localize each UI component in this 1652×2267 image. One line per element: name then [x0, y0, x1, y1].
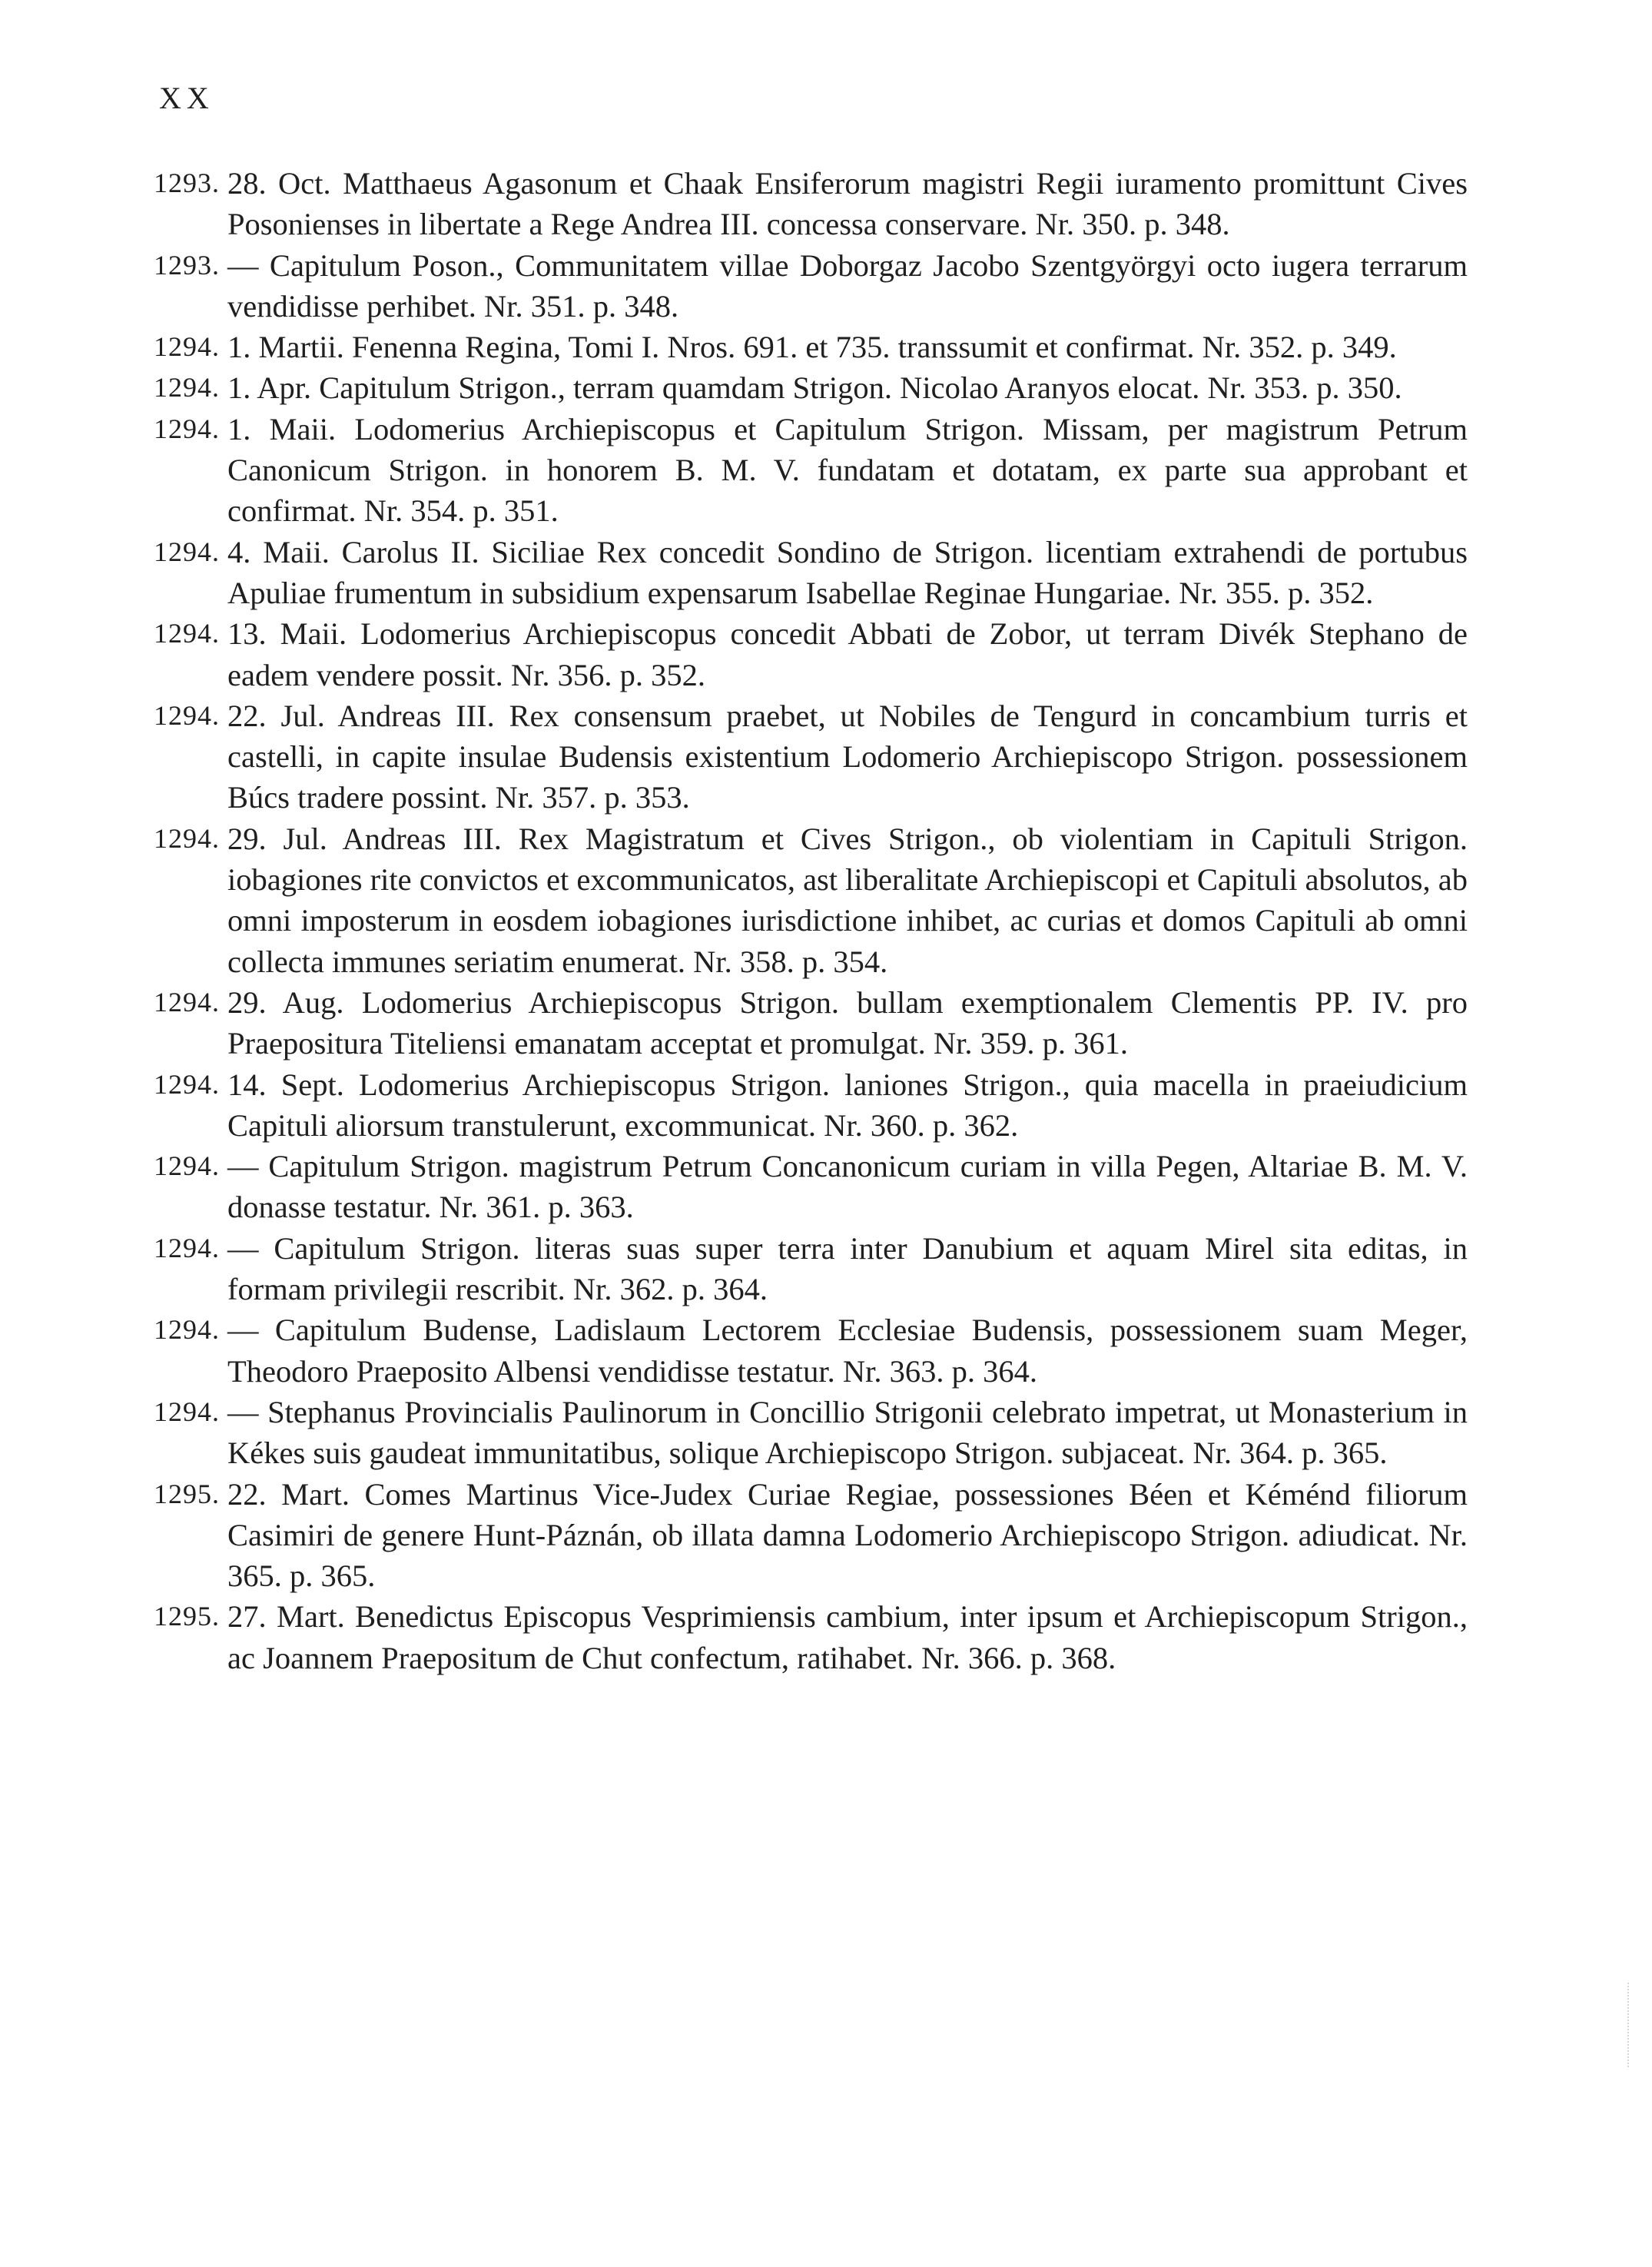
- entry-text: 14. Sept. Lodomerius Archiepiscopus Strigon. laniones Strigon., quia macella in praeiudicium Capituli aliorsum transtulerunt, excommunicat. Nr. 360. p. 362.: [227, 1067, 1468, 1143]
- regesta-entry: [154, 1146, 1468, 1228]
- entry-text: — Stephanus Provincialis Paulinorum in Concillio Strigonii celebrato impetrat, ut Monasterium in Kékes suis gaudeat immunitatibus, solique Archiepiscopo Strigon. subjaceat. Nr. 364. p. 365.: [227, 1394, 1468, 1471]
- entry-year: 1294.: [154, 1150, 220, 1182]
- entry-year: 1294.: [154, 822, 220, 854]
- regesta-entry: [154, 818, 1468, 982]
- entry-text: 1. Apr. Capitulum Strigon., terram quamdam Strigon. Nicolao Aranyos elocat. Nr. 353. p. 350.: [227, 370, 1402, 406]
- entry-text: 1. Maii. Lodomerius Archiepiscopus et Capitulum Strigon. Missam, per magistrum Petrum Canonicum Strigon. in honorem B. M. V. fundatam et dotatam, ex parte sua approbant et confirmat. Nr. 354. p. 351.: [227, 411, 1468, 529]
- entry-year: 1293.: [154, 168, 220, 198]
- entry-year: 1294.: [154, 1396, 220, 1427]
- regesta-entry: [154, 982, 1468, 1064]
- regesta-entry: [154, 1064, 1468, 1147]
- regesta-entry: [154, 1596, 1468, 1678]
- regesta-entry: [154, 532, 1468, 614]
- entry-year: 1294.: [154, 986, 220, 1017]
- regesta-entry: [154, 1392, 1468, 1474]
- regesta-entry: [154, 1474, 1468, 1597]
- entry-year: 1294.: [154, 618, 220, 649]
- regesta-entry: [154, 163, 1468, 245]
- entry-year: 1294.: [154, 536, 220, 567]
- entry-text: 13. Maii. Lodomerius Archiepiscopus concedit Abbati de Zobor, ut terram Divék Stephano de eadem vendere possit. Nr. 356. p. 352.: [227, 616, 1468, 692]
- regesta-entry: [154, 1228, 1468, 1310]
- entry-text: — Capitulum Strigon. magistrum Petrum Concanonicum curiam in villa Pegen, Altariae B. M. V. donasse testatur. Nr. 361. p. 363.: [227, 1149, 1468, 1225]
- entry-year: 1295.: [154, 1478, 220, 1509]
- entry-year: 1294.: [154, 413, 220, 444]
- entry-year: 1294.: [154, 699, 220, 731]
- entry-text: 4. Maii. Carolus II. Siciliae Rex concedit Sondino de Strigon. licentiam extrahendi de portubus Apuliae frumentum in subsidium expensarum Isabellae Reginae Hungariae. Nr. 355. p. 352.: [227, 534, 1468, 610]
- scan-margin-mark: [1627, 1983, 1630, 2067]
- regesta-entry: [154, 1309, 1468, 1392]
- entry-year: 1294.: [154, 1068, 220, 1100]
- entry-text: 27. Mart. Benedictus Episcopus Vesprimiensis cambium, inter ipsum et Archiepiscopum Strigon., ac Joannem Praepositum de Chut confectum, ratihabet. Nr. 366. p. 368.: [227, 1599, 1468, 1675]
- regesta-entry: [154, 367, 1468, 408]
- entry-year: 1294.: [154, 372, 220, 403]
- regesta-entry: [154, 245, 1468, 327]
- entry-text: 1. Martii. Fenenna Regina, Tomi I. Nros. 691. et 735. transsumit et confirmat. Nr. 352. p. 349.: [227, 330, 1397, 365]
- regesta-entry: [154, 695, 1468, 818]
- page-number: XX: [159, 81, 214, 115]
- entry-text: — Capitulum Budense, Ladislaum Lectorem Ecclesiae Budensis, possessionem suam Meger, Theodoro Praeposito Albensi vendidisse testatur. Nr. 363. p. 364.: [227, 1313, 1468, 1389]
- entry-year: 1293.: [154, 249, 220, 280]
- entry-year: 1294.: [154, 1314, 220, 1346]
- entry-year: 1294.: [154, 1232, 220, 1263]
- entry-text: 29. Jul. Andreas III. Rex Magistratum et Cives Strigon., ob violentiam in Capituli Strigon. iobagiones rite convictos et excommunicatos, ast liberalitate Archiepiscopi et Capituli absolutos, ab omni imposterum in eosdem iobagiones iurisdictione inhibet, ac curias et domos Capituli ab omni collecta immunes seriatim enumerat. Nr. 358. p. 354.: [227, 821, 1468, 979]
- entry-text: 28. Oct. Matthaeus Agasonum et Chaak Ensiferorum magistri Regii iuramento promittunt Cives Posonienses in libertate a Rege Andrea III. concessa conservare. Nr. 350. p. 348.: [227, 166, 1468, 242]
- regesta-entry: [154, 613, 1468, 695]
- regesta-entry: [154, 409, 1468, 532]
- entry-text: 29. Aug. Lodomerius Archiepiscopus Strigon. bullam exemptionalem Clementis PP. IV. pro Praepositura Titeliensi emanatam acceptat et promulgat. Nr. 359. p. 361.: [227, 984, 1468, 1061]
- entry-text: — Capitulum Poson., Communitatem villae Doborgaz Jacobo Szentgyörgyi octo iugera terrarum vendidisse perhibet. Nr. 351. p. 348.: [227, 247, 1468, 324]
- entry-text: 22. Mart. Comes Martinus Vice-Judex Curiae Regiae, possessiones Béen et Kéménd filiorum Casimiri de genere Hunt-Páznán, ob illata damna Lodomerio Archiepiscopo Strigon. adiudicat. Nr. 365. p. 365.: [227, 1476, 1468, 1594]
- entry-text: — Capitulum Strigon. literas suas super terra inter Danubium et aquam Mirel sita editas, in formam privilegii rescribit. Nr. 362. p. 364.: [227, 1230, 1468, 1307]
- regesta-list: [154, 163, 1468, 1678]
- entry-text: 22. Jul. Andreas III. Rex consensum praebet, ut Nobiles de Tengurd in concambium turris et castelli, in capite insulae Budensis existentium Lodomerio Archiepiscopo Strigon. possessionem Búcs tradere possint. Nr. 357. p. 353.: [227, 698, 1468, 815]
- entry-year: 1294.: [154, 331, 220, 363]
- entry-year: 1295.: [154, 1601, 220, 1632]
- regesta-entry: [154, 327, 1468, 367]
